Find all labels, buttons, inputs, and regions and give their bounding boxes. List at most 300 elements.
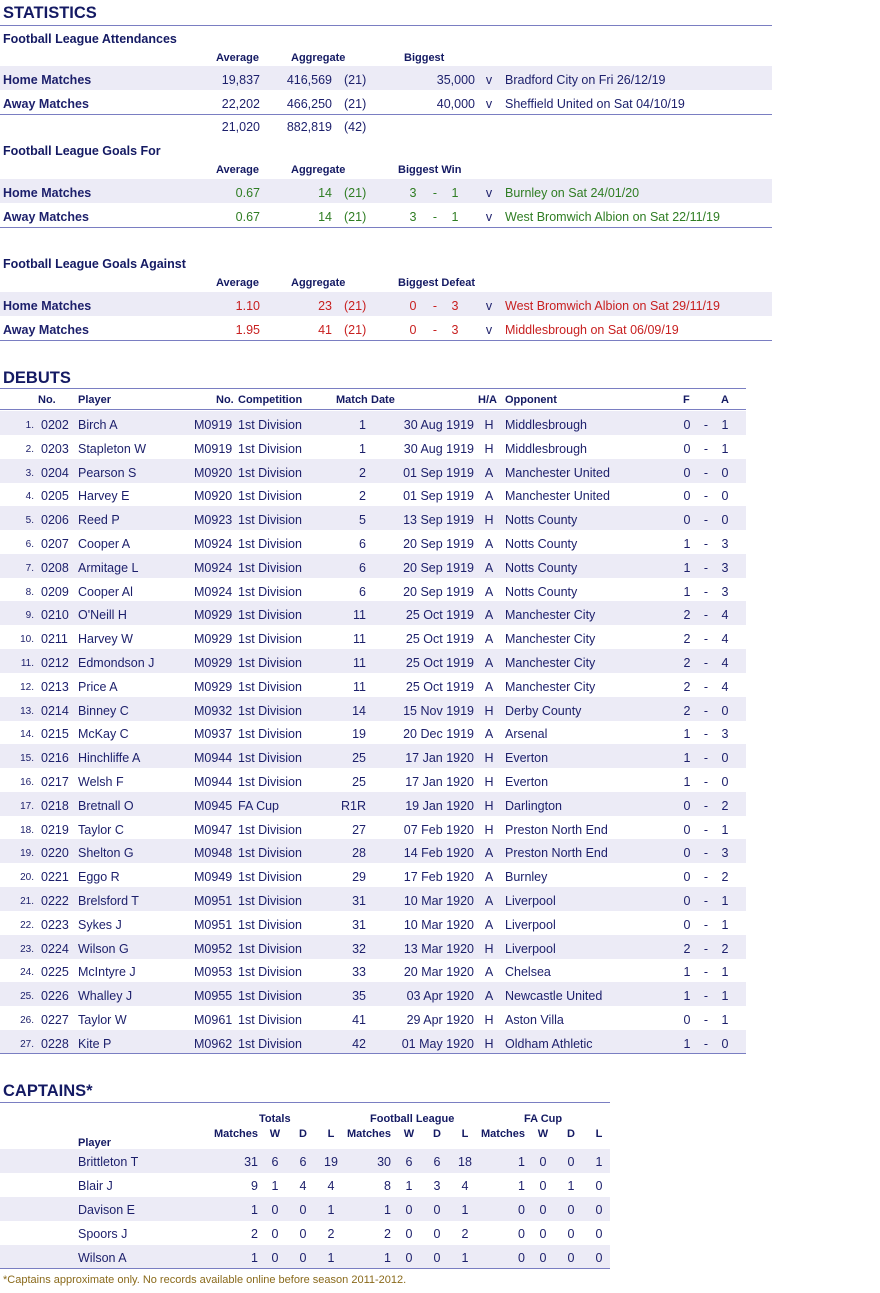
debut-player: Welsh F [78, 775, 124, 789]
debut-score-against: 0 [721, 775, 729, 789]
debuts-header-no: No. [38, 394, 56, 406]
debut-score-against: 0 [721, 751, 729, 766]
debut-competition: 1st Division [238, 870, 302, 885]
captain-matches: 2 [251, 1227, 258, 1241]
debut-competition: 1st Division [238, 560, 302, 575]
captain-losses: 1 [461, 1251, 469, 1265]
debut-ha: A [484, 965, 494, 980]
captain-losses: 0 [595, 1203, 603, 1217]
debut-date: 13 Sep 1919 [403, 513, 474, 528]
debut-match: 11 [353, 679, 366, 694]
debuts-title: DEBUTS [3, 369, 71, 387]
debut-ha: H [484, 1013, 494, 1027]
captain-wins: 0 [539, 1227, 547, 1241]
captain-wins: 0 [405, 1227, 413, 1241]
captain-draws: 6 [433, 1155, 441, 1169]
debut-competition: 1st Division [238, 632, 302, 647]
goals_against-score-dash: - [432, 299, 438, 313]
debut-opponent: Liverpool [505, 941, 556, 956]
debut-date: 20 Sep 1919 [403, 560, 474, 575]
debut-match-no: M0944 [194, 775, 233, 789]
goals_for-score-for: 3 [409, 186, 417, 200]
goals_against-aggregate: 41 [318, 323, 332, 337]
debut-match: 11 [353, 632, 366, 647]
debut-index: 17. [20, 800, 34, 812]
debut-score-dash: - [703, 608, 709, 623]
captains-header-l: L [327, 1128, 335, 1140]
debut-opponent: Notts County [505, 537, 578, 551]
debut-score-dash: - [703, 846, 709, 861]
goals_for-average-header: Average [216, 164, 260, 176]
debut-score-for: 1 [683, 727, 691, 742]
debut-competition: 1st Division [238, 941, 302, 956]
debut-score-against: 3 [721, 727, 729, 742]
debut-competition: 1st Division [238, 489, 302, 504]
debut-match: 28 [352, 846, 366, 861]
captain-draws: 0 [433, 1251, 441, 1265]
debut-player: Harvey E [78, 489, 130, 504]
debut-competition: 1st Division [238, 584, 302, 599]
debut-score-for: 1 [683, 775, 691, 789]
debut-score-dash: - [703, 584, 709, 599]
debut-score-dash: - [703, 941, 709, 956]
goals_for-title: Football League Goals For [3, 144, 161, 158]
debut-score-for: 0 [683, 870, 691, 885]
debut-player: Bretnall O [78, 798, 134, 813]
captain-wins: 0 [405, 1203, 413, 1217]
debut-player: Price A [78, 679, 118, 694]
debut-player-no: 0204 [41, 465, 69, 480]
captain-matches: 1 [518, 1155, 525, 1169]
debut-player: Brelsford T [78, 894, 139, 908]
goals_for-bottom-rule [0, 227, 772, 228]
goals_against-detail: Middlesbrough on Sat 06/09/19 [505, 323, 679, 337]
debut-ha: H [484, 513, 494, 528]
captain-draws: 0 [567, 1227, 575, 1241]
debut-player-no: 0225 [41, 965, 69, 980]
captains-header-w: W [269, 1128, 281, 1140]
debut-score-for: 1 [683, 537, 691, 551]
debut-score-against: 4 [721, 679, 729, 694]
debut-score-for: 2 [683, 703, 691, 718]
debut-index: 12. [20, 681, 34, 693]
debuts-header-ha: H/A [478, 394, 497, 406]
debut-player-no: 0212 [41, 656, 69, 670]
debut-date: 15 Nov 1919 [403, 703, 474, 718]
debut-date: 01 Sep 1919 [403, 465, 474, 480]
goals_against-detail: West Bromwich Albion on Sat 29/11/19 [505, 299, 720, 313]
debut-player-no: 0206 [41, 513, 69, 528]
captains-group-league: Football League [370, 1113, 455, 1125]
debut-ha: A [484, 727, 494, 742]
debut-score-for: 0 [683, 894, 691, 908]
debut-date: 20 Sep 1919 [403, 584, 474, 599]
debut-score-against: 1 [721, 418, 729, 432]
captain-matches: 31 [244, 1155, 258, 1169]
debut-player-no: 0221 [41, 870, 69, 885]
goals_against-versus: v [485, 323, 493, 337]
debut-opponent: Manchester City [505, 679, 596, 694]
debut-opponent: Preston North End [505, 846, 608, 861]
debut-competition: 1st Division [238, 751, 302, 766]
debut-opponent: Liverpool [505, 894, 556, 908]
captains-header-player: Player [78, 1137, 112, 1149]
debut-score-against: 2 [721, 798, 729, 813]
debut-ha: A [484, 656, 494, 670]
captain-draws: 3 [433, 1179, 441, 1193]
debut-score-against: 1 [721, 1013, 729, 1027]
goals_against-average-header: Average [216, 277, 260, 289]
debut-player: Binney C [78, 703, 129, 718]
captain-wins: 0 [271, 1251, 279, 1265]
debut-opponent: Manchester City [505, 632, 596, 647]
debut-score-against: 3 [721, 560, 729, 575]
captain-matches: 1 [251, 1203, 258, 1217]
debut-score-for: 1 [683, 965, 691, 980]
debut-match: 29 [352, 870, 366, 885]
debut-match: 25 [352, 775, 366, 789]
debut-index: 21. [20, 896, 34, 907]
captains-header-w: W [537, 1128, 549, 1140]
debut-score-dash: - [703, 703, 709, 718]
debut-date: 01 Sep 1919 [403, 489, 474, 504]
attendances-biggest-header: Biggest [404, 52, 445, 64]
attendances-detail: Sheffield United on Sat 04/10/19 [505, 97, 685, 111]
debut-competition: 1st Division [238, 465, 302, 480]
debut-score-for: 2 [683, 656, 691, 670]
debut-player-no: 0211 [41, 632, 68, 647]
attendances-detail: Bradford City on Fri 26/12/19 [505, 73, 666, 87]
captain-matches: 0 [518, 1251, 525, 1265]
debut-player: Stapleton W [78, 441, 147, 456]
debut-match: 33 [352, 965, 366, 980]
debut-score-dash: - [703, 1036, 709, 1051]
debut-match-no: M0924 [194, 584, 233, 599]
captain-matches: 1 [518, 1179, 525, 1193]
debut-date: 17 Jan 1920 [405, 775, 474, 789]
debut-opponent: Oldham Athletic [505, 1036, 593, 1051]
debut-date: 07 Feb 1920 [403, 822, 474, 837]
captain-draws: 0 [567, 1251, 575, 1265]
debut-score-dash: - [703, 870, 709, 885]
debut-score-against: 1 [721, 441, 729, 456]
debut-player: Kite P [78, 1036, 112, 1051]
debuts-header-player: Player [78, 394, 112, 406]
debut-match: 14 [352, 703, 366, 718]
debut-index: 13. [20, 705, 34, 717]
debut-ha: H [484, 941, 494, 956]
debut-competition: FA Cup [238, 798, 279, 813]
attendances-average: 19,837 [221, 73, 260, 87]
captain-losses: 1 [327, 1203, 335, 1217]
captain-draws: 0 [299, 1203, 307, 1217]
attendances-aggregate: 466,250 [286, 97, 332, 111]
debut-player: Birch A [78, 418, 118, 432]
debut-ha: A [484, 537, 494, 551]
debut-competition: 1st Division [238, 537, 302, 551]
debut-score-dash: - [703, 989, 709, 1004]
debut-score-for: 0 [683, 418, 691, 432]
captains-title: CAPTAINS* [3, 1082, 93, 1100]
attendances-average-header: Average [216, 52, 260, 64]
captain-wins: 0 [539, 1203, 547, 1217]
debut-index: 11. [20, 658, 34, 669]
goals_against-average: 1.10 [235, 299, 260, 313]
goals_for-detail: West Bromwich Albion on Sat 22/11/19 [505, 210, 720, 224]
goals_for-versus: v [485, 186, 493, 200]
debut-ha: H [484, 798, 494, 813]
debut-index: 15. [20, 753, 34, 765]
captain-losses: 1 [461, 1203, 469, 1217]
debut-date: 29 Apr 1920 [406, 1013, 474, 1027]
debut-index: 5. [25, 515, 34, 527]
attendances-biggest: 35,000 [436, 73, 475, 87]
debut-competition: 1st Division [238, 608, 302, 623]
captains-header-l: L [595, 1128, 603, 1140]
debut-index: 25. [20, 991, 34, 1003]
debut-match-no: M0952 [194, 941, 233, 956]
captain-wins: 0 [539, 1251, 547, 1265]
debut-score-for: 0 [683, 1013, 691, 1027]
debut-opponent: Notts County [505, 560, 578, 575]
debut-opponent: Manchester United [505, 489, 610, 504]
debut-opponent: Notts County [505, 513, 578, 528]
debut-score-for: 0 [683, 489, 691, 504]
goals_for-aggregate: 14 [318, 210, 332, 224]
debut-player-no: 0216 [41, 751, 69, 766]
debut-match: 19 [352, 727, 366, 742]
debut-score-dash: - [703, 798, 709, 813]
debut-match: 6 [359, 537, 366, 551]
debut-opponent: Derby County [505, 703, 582, 718]
debut-ha: A [484, 632, 494, 647]
goals_for-average: 0.67 [235, 210, 260, 224]
captain-wins: 0 [271, 1227, 279, 1241]
debut-player: Wilson G [78, 941, 129, 956]
debuts-header-match-no: No. [216, 394, 234, 406]
debut-opponent: Darlington [505, 798, 562, 813]
debut-player-no: 0224 [41, 941, 69, 956]
debut-opponent: Everton [505, 775, 549, 789]
debut-score-against: 0 [721, 465, 729, 480]
debut-score-against: 2 [721, 870, 729, 885]
debut-player: Whalley J [78, 989, 133, 1004]
debut-index: 6. [25, 539, 34, 550]
captain-draws: 1 [567, 1179, 575, 1193]
debut-date: 10 Mar 1920 [403, 917, 474, 932]
debut-ha: H [484, 1036, 494, 1051]
debut-score-dash: - [703, 632, 709, 647]
debut-player-no: 0207 [41, 537, 69, 551]
goals_for-aggregate: 14 [318, 186, 332, 200]
debut-opponent: Notts County [505, 584, 578, 599]
debut-match: 31 [352, 894, 366, 908]
debut-score-for: 1 [683, 989, 691, 1004]
goals_for-score-dash: - [432, 186, 438, 200]
debut-ha: A [484, 679, 494, 694]
debuts-title-rule [0, 388, 746, 389]
debut-match-no: M0949 [194, 870, 233, 885]
debut-ha: H [484, 822, 494, 837]
debut-player-no: 0210 [41, 608, 69, 623]
goals_for-row-label: Away Matches [3, 210, 89, 224]
debut-match: 31 [352, 917, 366, 932]
captain-wins: 0 [539, 1179, 547, 1193]
captain-player: Spoors J [78, 1227, 128, 1241]
debut-index: 10. [20, 634, 34, 646]
debut-opponent: Aston Villa [505, 1013, 564, 1027]
debut-date: 01 May 1920 [401, 1036, 474, 1051]
goals_for-aggregate-header: Aggregate [291, 164, 346, 176]
captains-group-totals: Totals [259, 1113, 291, 1125]
debut-index: 20. [20, 872, 34, 884]
debut-match: 11 [353, 608, 366, 623]
debut-date: 19 Jan 1920 [405, 798, 474, 813]
debut-player-no: 0217 [41, 775, 69, 789]
debut-index: 9. [25, 610, 34, 622]
debut-competition: 1st Division [238, 822, 302, 837]
captain-matches: 1 [251, 1251, 258, 1265]
debut-score-dash: - [703, 1013, 709, 1027]
debut-index: 4. [25, 491, 34, 503]
debut-match-no: M0932 [194, 703, 233, 718]
debut-player: Harvey W [78, 632, 133, 647]
debut-match: 41 [352, 1013, 366, 1027]
debut-competition: 1st Division [238, 418, 302, 432]
debut-match-no: M0924 [194, 560, 233, 575]
captain-draws: 0 [567, 1203, 575, 1217]
debuts-header-opponent: Opponent [505, 394, 557, 406]
debut-index: 3. [25, 467, 34, 479]
debut-match-no: M0919 [194, 418, 233, 432]
debut-score-dash: - [703, 965, 709, 980]
debut-competition: 1st Division [238, 846, 302, 861]
debut-score-dash: - [703, 679, 709, 694]
debut-competition: 1st Division [238, 513, 302, 528]
captains-header-d: D [567, 1128, 575, 1140]
attendances-biggest: 40,000 [436, 97, 475, 111]
debut-score-for: 1 [683, 1036, 691, 1051]
debut-match: 1 [359, 441, 366, 456]
attendances-games: (21) [344, 97, 367, 111]
debut-player: Edmondson J [78, 656, 155, 670]
debut-competition: 1st Division [238, 1036, 302, 1051]
goals_against-games: (21) [344, 299, 367, 313]
captain-matches: 1 [384, 1251, 391, 1265]
debut-index: 24. [20, 967, 34, 979]
debut-score-dash: - [703, 656, 709, 670]
debut-ha: A [484, 989, 494, 1004]
debut-player: O'Neill H [78, 608, 127, 623]
debut-index: 14. [20, 729, 34, 741]
goals_against-biggest-header: Biggest Defeat [398, 277, 476, 289]
debut-score-against: 0 [721, 1036, 729, 1051]
attendances-row-label: Home Matches [3, 73, 92, 87]
goals_for-games: (21) [344, 210, 367, 224]
goals_against-score-against: 3 [451, 299, 459, 313]
captain-losses: 4 [327, 1179, 335, 1193]
captains-header-l: L [461, 1128, 469, 1140]
debut-match-no: M0923 [194, 513, 233, 528]
debut-score-for: 0 [683, 822, 691, 837]
goals_against-average: 1.95 [235, 323, 260, 337]
captain-losses: 0 [595, 1227, 603, 1241]
debut-competition: 1st Division [238, 917, 302, 932]
debuts-header-match: Match [336, 394, 368, 406]
debut-match-no: M0962 [194, 1036, 233, 1051]
debut-index: 26. [20, 1015, 34, 1026]
debut-score-for: 0 [683, 513, 691, 528]
debut-player: McIntyre J [78, 965, 136, 980]
captain-wins: 0 [539, 1155, 547, 1169]
debut-index: 7. [25, 562, 34, 574]
captain-matches: 30 [377, 1155, 391, 1169]
captains-header-d: D [433, 1128, 441, 1140]
debut-player-no: 0218 [41, 798, 69, 813]
debut-competition: 1st Division [238, 656, 302, 670]
debut-score-against: 2 [721, 941, 729, 956]
debut-score-against: 4 [721, 608, 729, 623]
captain-losses: 1 [327, 1251, 335, 1265]
goals_against-score-dash: - [432, 323, 438, 337]
captains-header-matches: Matches [214, 1128, 259, 1140]
debut-index: 8. [25, 586, 34, 598]
captain-draws: 0 [299, 1227, 307, 1241]
attendances-aggregate-header: Aggregate [291, 52, 346, 64]
captain-losses: 1 [595, 1155, 603, 1169]
goals_for-score-dash: - [432, 210, 438, 224]
debut-ha: A [484, 917, 494, 932]
debut-score-against: 1 [721, 989, 729, 1004]
debut-score-dash: - [703, 917, 709, 932]
captain-wins: 1 [405, 1179, 413, 1193]
debut-ha: A [484, 489, 494, 504]
debut-match: 6 [359, 584, 366, 599]
debut-match-no: M0944 [194, 751, 233, 766]
attendances-bottom-rule [0, 114, 772, 115]
debut-index: 27. [20, 1038, 34, 1050]
debut-score-dash: - [703, 441, 709, 456]
debut-date: 20 Mar 1920 [403, 965, 474, 980]
statistics-title: STATISTICS [3, 4, 97, 22]
debut-match: 27 [352, 822, 366, 837]
debut-score-for: 1 [683, 584, 691, 599]
goals_for-versus: v [485, 210, 493, 224]
debut-date: 25 Oct 1919 [405, 679, 474, 694]
captain-losses: 19 [324, 1155, 338, 1169]
debut-score-against: 4 [721, 656, 729, 670]
statistics-title-rule [0, 25, 772, 26]
goals_for-score-against: 1 [451, 186, 459, 200]
attendances-total-games: (42) [344, 120, 367, 134]
debut-player: Reed P [78, 513, 120, 528]
debut-ha: A [484, 846, 494, 861]
debut-opponent: Manchester City [505, 656, 596, 670]
attendances-aggregate: 416,569 [286, 73, 332, 87]
captain-losses: 0 [595, 1251, 603, 1265]
debut-match-no: M0919 [194, 441, 233, 456]
debut-match: 35 [352, 989, 366, 1004]
debuts-header-a: A [721, 394, 729, 406]
debut-date: 20 Sep 1919 [403, 537, 474, 551]
debut-score-against: 0 [721, 513, 729, 528]
goals_for-games: (21) [344, 186, 367, 200]
debut-player: Cooper A [78, 537, 131, 551]
debuts-header-rule [0, 409, 746, 410]
debut-score-against: 1 [721, 917, 729, 932]
debut-ha: A [484, 584, 494, 599]
debut-ha: H [484, 775, 494, 789]
